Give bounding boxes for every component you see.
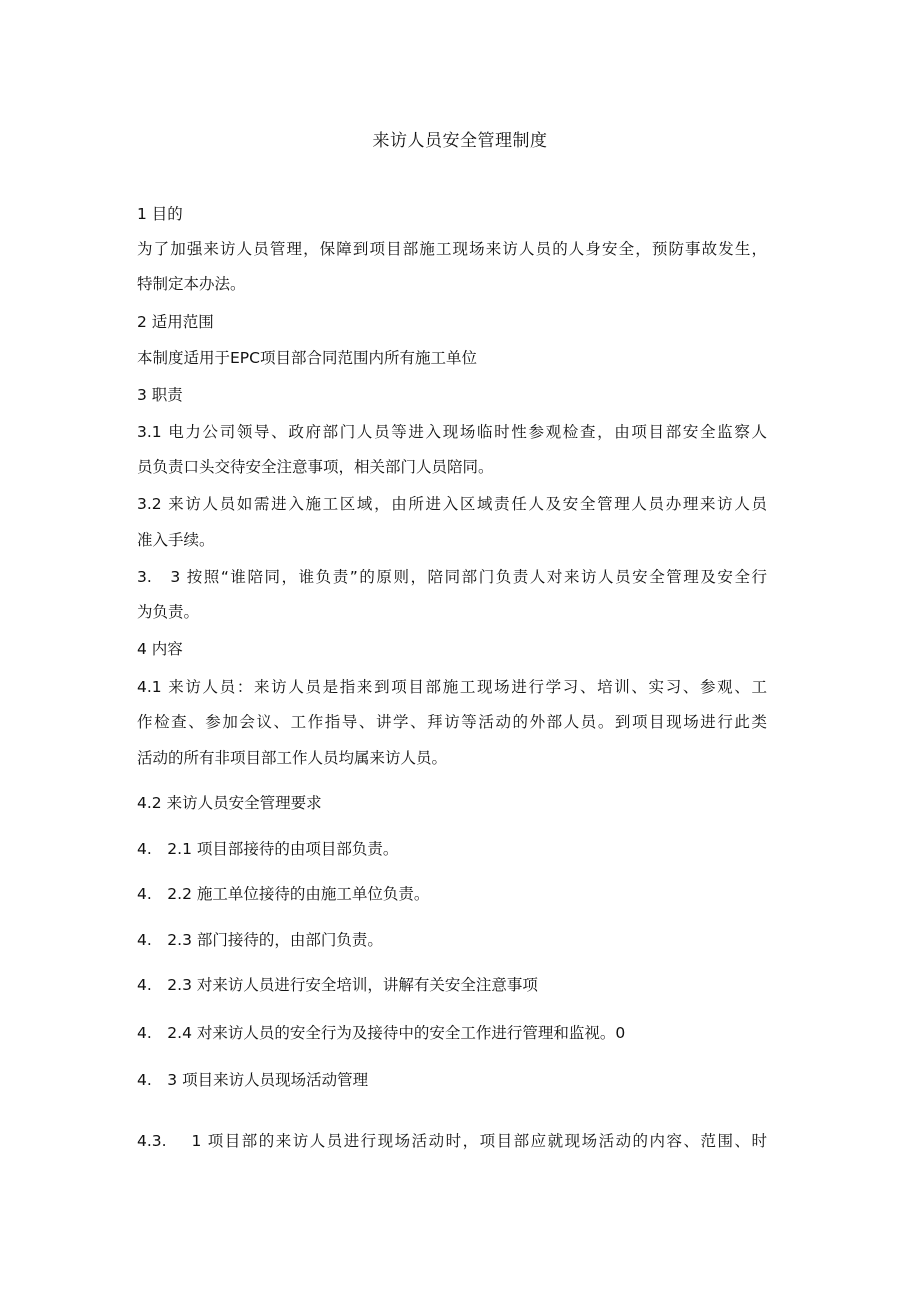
list-item: 4. 2.3 对来访人员进行安全培训，讲解有关安全注意事项: [137, 976, 538, 994]
list-item: 4. 2.1 项目部接待的由项目部负责。: [137, 840, 399, 858]
document-title: 来访人员安全管理制度: [372, 131, 548, 151]
paragraph-line: 3. 3 按照“谁陪同，谁负责”的原则，陪同部门负责人对来访人员安全管理及安全行: [137, 568, 767, 586]
list-item: 4. 2.3 部门接待的，由部门负责。: [137, 931, 383, 949]
list-item: 4. 2.2 施工单位接待的由施工单位负责。: [137, 885, 430, 903]
subheading: 4.2 来访人员安全管理要求: [137, 794, 322, 812]
paragraph-line: 特制定本办法。: [137, 275, 246, 293]
paragraph-line: 4.1 来访人员：来访人员是指来到项目部施工现场进行学习、培训、实习、参观、工: [137, 678, 767, 696]
heading-scope: 2 适用范围: [137, 313, 214, 331]
paragraph-line: 4.3. 1 项目部的来访人员进行现场活动时，项目部应就现场活动的内容、范围、时: [137, 1132, 767, 1150]
paragraph-line: 本制度适用于EPC项目部合同范围内所有施工单位: [137, 349, 477, 367]
heading-purpose: 1 目的: [137, 205, 183, 223]
paragraph-line: 为了加强来访人员管理，保障到项目部施工现场来访人员的人身安全，预防事故发生，: [137, 240, 767, 258]
paragraph-line: 为负责。: [137, 603, 200, 621]
list-item: 4. 2.4 对来访人员的安全行为及接待中的安全工作进行管理和监视。0: [137, 1024, 626, 1042]
paragraph-line: 准入手续。: [137, 531, 215, 549]
paragraph-line: 员负责口头交待安全注意事项，相关部门人员陪同。: [137, 458, 494, 476]
paragraph-line: 3.1 电力公司领导、政府部门人员等进入现场临时性参观检查，由项目部安全监察人: [137, 423, 767, 441]
paragraph-line: 活动的所有非项目部工作人员均属来访人员。: [137, 749, 448, 767]
subheading: 4. 3 项目来访人员现场活动管理: [137, 1071, 369, 1089]
paragraph-line: 作检查、参加会议、工作指导、讲学、拜访等活动的外部人员。到项目现场进行此类: [137, 713, 767, 731]
heading-content: 4 内容: [137, 640, 183, 658]
paragraph-line: 3.2 来访人员如需进入施工区域，由所进入区域责任人及安全管理人员办理来访人员: [137, 495, 767, 513]
heading-duties: 3 职责: [137, 386, 183, 404]
